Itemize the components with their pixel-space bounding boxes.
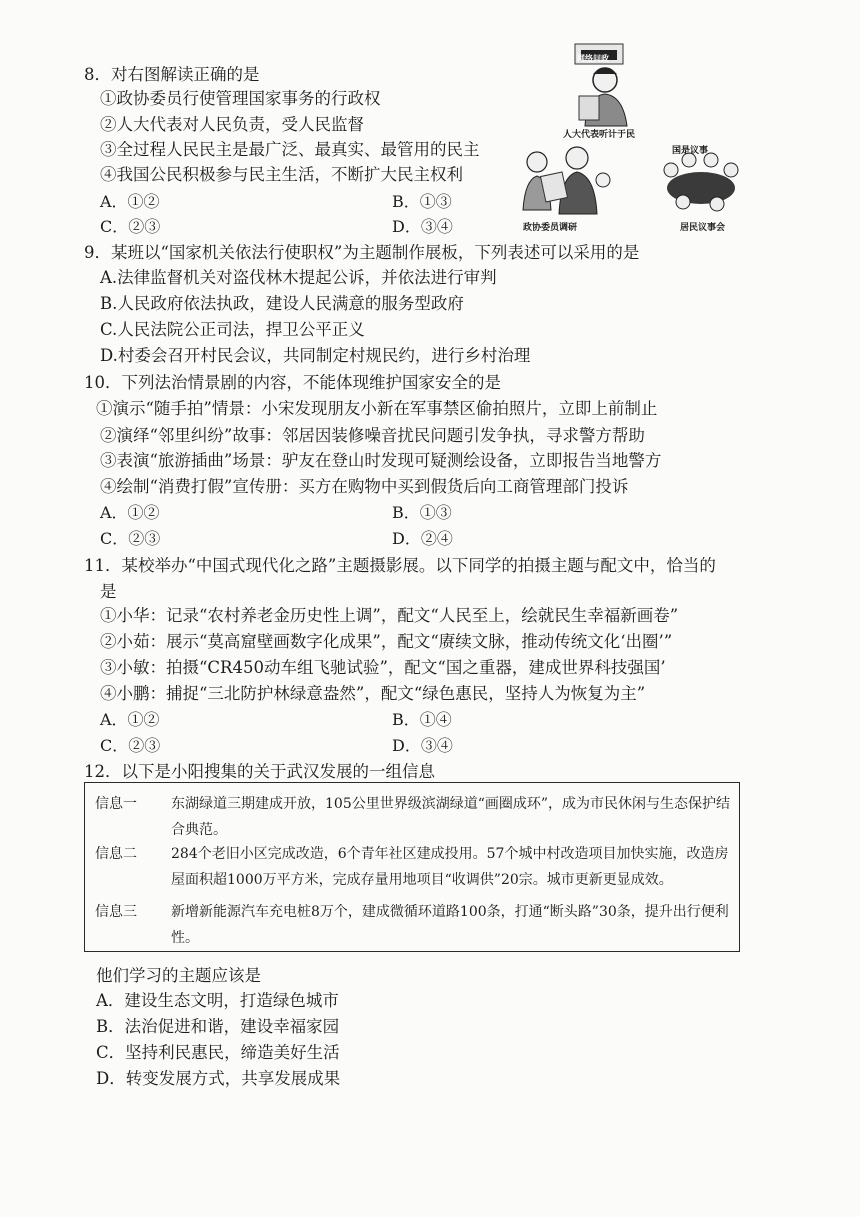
- q11-option-b: B．①④: [392, 710, 452, 729]
- sign-text: 网络问政: [577, 54, 609, 63]
- q11-stem-line-2: 是: [100, 582, 117, 601]
- q8-item-4: ④我国公民积极参与民主生活，不断扩大民主权利: [100, 165, 463, 184]
- info-text-1: 东湖绿道三期建成开放，105公里世界级滨湖绿道“画圈成环”，成为市民休闲与生态保护结合典范。: [171, 796, 731, 838]
- q8-item-2: ②人大代表对人民负责，受人民监督: [100, 115, 364, 134]
- info-label-2: 信息二: [95, 846, 137, 862]
- q12-question: 他们学习的主题应该是: [96, 966, 261, 985]
- q11-option-a: A．①②: [100, 710, 160, 729]
- q8-stem: 8．对右图解读正确的是: [84, 65, 260, 84]
- q9-stem: 9．某班以“国家机关依法行使职权”为主题制作展板，下列表述可以采用的是: [84, 243, 640, 262]
- q11-option-d: D．③④: [392, 736, 453, 755]
- cppcc-member-illustration: [515, 140, 615, 220]
- q9-option-d: D.村委会召开村民会议，共同制定村规民约，进行乡村治理: [100, 346, 531, 365]
- q8-item-3: ③全过程人民民主是最广泛、最真实、最管用的民主: [100, 140, 480, 159]
- q11-item-3: ③小敏：拍摄“CR450动车组飞驰试验”，配文“国之重器，建成世界科技强国’: [100, 658, 666, 677]
- q9-option-c: C.人民法院公正司法，捍卫公平正义: [100, 320, 365, 339]
- q9-option-b: B.人民政府依法执政，建设人民满意的服务型政府: [100, 294, 464, 313]
- caption-residents-council: 居民议事会: [680, 223, 726, 233]
- q10-stem: 10．下列法治情景剧的内容，不能体现维护国家安全的是: [84, 373, 501, 392]
- info-box: [84, 782, 740, 952]
- q10-option-c: C．②③: [100, 529, 161, 548]
- q12-option-c: C．坚持利民惠民，缔造美好生活: [96, 1043, 340, 1062]
- q9-option-a: A.法律监督机关对盗伐林木提起公诉，并依法进行审判: [100, 268, 497, 287]
- q10-item-1: ①演示“随手拍”情景：小宋发现朋友小新在军事禁区偷拍照片，立即上前制止: [96, 399, 658, 418]
- info-text-2: 284个老旧小区完成改造，6个青年社区建成投用。57个城中村改造项目加快实施，改造房屋面积超1000万平方米，完成存量用地项目“收调供”20宗。城市更新更显成效。: [171, 846, 729, 888]
- q11-item-4: ④小鹏：捕捉“三北防护林绿意盎然”，配文“绿色惠民，坚持人为恢复为主”: [100, 684, 646, 703]
- q10-item-4: ④绘制“消费打假”宣传册：买方在购物中买到假货后向工商管理部门投诉: [100, 477, 629, 496]
- q10-option-a: A．①②: [100, 503, 160, 522]
- q10-option-b: B．①③: [392, 503, 452, 522]
- figure-cppcc-member: [515, 140, 615, 220]
- q12-option-d: D．转变发展方式，共享发展成果: [96, 1069, 341, 1088]
- caption-state-affairs: 国是议事: [672, 146, 709, 156]
- q11-option-c: C．②③: [100, 736, 161, 755]
- caption-npc-deputy: 人大代表听计于民: [563, 130, 636, 140]
- q11-item-1: ①小华：记录“农村养老金历史性上调”，配文“人民至上，绘就民生幸福新画卷”: [100, 606, 679, 625]
- q8-item-1: ①政协委员行使管理国家事务的行政权: [100, 89, 381, 108]
- q8-option-c: C．②③: [100, 217, 161, 236]
- caption-cppcc-member: 政协委员调研: [523, 223, 578, 233]
- q12-option-a: A．建设生态文明，打造绿色城市: [96, 991, 339, 1010]
- info-row-1: [95, 791, 731, 843]
- q8-option-d: D．③④: [392, 217, 453, 236]
- figure-npc-deputy: [565, 40, 645, 130]
- q8-option-a: A．①②: [100, 192, 160, 211]
- info-label-3: 信息三: [95, 904, 137, 920]
- info-text-3: 新增新能源汽车充电桩8万个，建成微循环道路100条，打通“断头路”30条，提升出行便利性。: [171, 904, 729, 946]
- q10-option-d: D．②④: [392, 529, 453, 548]
- q11-item-2: ②小茹：展示“莫高窟壁画数字化成果”，配文“赓续文脉，推动传统文化‘出圈’”: [100, 632, 673, 651]
- q10-item-2: ②演绎“邻里纠纷”故事：邻居因装修噪音扰民问题引发争执，寻求警方帮助: [100, 426, 645, 445]
- q12-option-b: B．法治促进和谐，建设幸福家园: [96, 1017, 340, 1036]
- info-label-1: 信息一: [95, 796, 137, 812]
- q10-item-3: ③表演“旅游插曲”场景：驴友在登山时发现可疑测绘设备，立即报告当地警方: [100, 451, 662, 470]
- q8-option-b: B．①③: [392, 192, 452, 211]
- q11-stem-line-1: 11．某校举办“中国式现代化之路”主题摄影展。以下同学的拍摄主题与配文中，恰当的: [84, 556, 716, 575]
- q12-stem: 12．以下是小阳搜集的关于武汉发展的一组信息: [84, 762, 435, 781]
- info-row-3: [95, 899, 731, 951]
